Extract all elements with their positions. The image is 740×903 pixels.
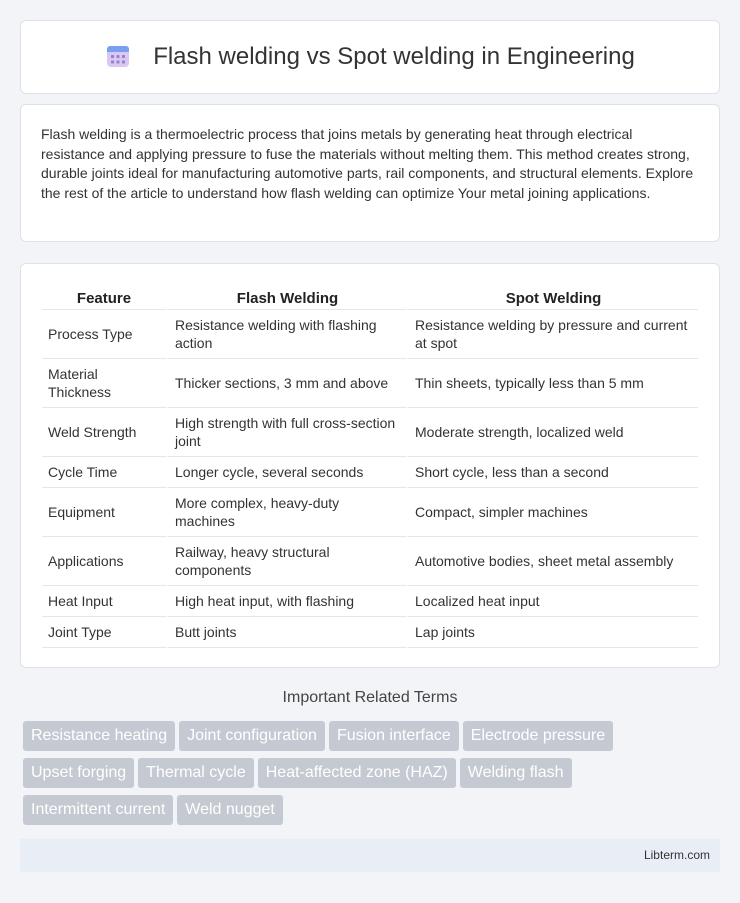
header-feature: Feature: [42, 284, 166, 310]
term-tag[interactable]: Upset forging: [23, 758, 134, 788]
spot-cell: Compact, simpler machines: [406, 488, 698, 537]
spot-cell: Lap joints: [406, 617, 698, 648]
table-row: [42, 359, 698, 408]
term-tag[interactable]: Resistance heating: [23, 721, 175, 751]
table-row: [42, 310, 698, 359]
feature-cell: Process Type: [42, 310, 166, 359]
table-row: [42, 457, 698, 488]
page-title: Flash welding vs Spot welding in Engineering: [153, 43, 635, 70]
table-row: [42, 537, 698, 586]
term-tag[interactable]: Joint configuration: [179, 721, 325, 751]
flash-cell: High strength with full cross-section joint: [166, 408, 406, 457]
term-tag[interactable]: Fusion interface: [329, 721, 459, 751]
table-row: [42, 488, 698, 537]
footer-site-link[interactable]: Libterm.com: [643, 848, 710, 862]
spot-cell: Localized heat input: [406, 586, 698, 617]
feature-cell: Applications: [42, 537, 166, 586]
footer: [20, 839, 720, 872]
spot-cell: Thin sheets, typically less than 5 mm: [406, 359, 698, 408]
spot-cell: Short cycle, less than a second: [406, 457, 698, 488]
comparison-table: [42, 284, 698, 648]
table-row: [42, 586, 698, 617]
flash-cell: Butt joints: [166, 617, 406, 648]
flash-cell: Thicker sections, 3 mm and above: [166, 359, 406, 408]
table-row: [42, 408, 698, 457]
intro-card: [20, 104, 720, 242]
feature-cell: Heat Input: [42, 586, 166, 617]
spot-cell: Automotive bodies, sheet metal assembly: [406, 537, 698, 586]
header-spot-welding: Spot Welding: [406, 284, 698, 310]
feature-cell: Cycle Time: [42, 457, 166, 488]
related-terms-list: [23, 721, 723, 832]
calendar-icon: [105, 43, 131, 69]
flash-cell: Railway, heavy structural components: [166, 537, 406, 586]
title-card: [20, 20, 720, 94]
term-tag[interactable]: Weld nugget: [177, 795, 283, 825]
flash-cell: High heat input, with flashing: [166, 586, 406, 617]
table-header-row: [42, 284, 698, 310]
term-tag[interactable]: Electrode pressure: [463, 721, 613, 751]
term-tag[interactable]: Welding flash: [460, 758, 572, 788]
spot-cell: Moderate strength, localized weld: [406, 408, 698, 457]
comparison-table-card: [20, 263, 720, 668]
related-terms-title: Important Related Terms: [282, 689, 458, 706]
term-tag[interactable]: Thermal cycle: [138, 758, 254, 788]
header-flash-welding: Flash Welding: [166, 284, 406, 310]
intro-text: Flash welding is a thermoelectric process that joins metals by generating heat through electrical resistance and applying pressure to fuse the materials without melting them. This method creates strong, durable joints ideal for manufacturing automotive parts, rail components, and structural elements. Explore the rest of the article to understand how flash welding can optimize Your metal joining applications.: [41, 126, 694, 201]
flash-cell: Longer cycle, several seconds: [166, 457, 406, 488]
table-row: [42, 617, 698, 648]
term-tag[interactable]: Heat-affected zone (HAZ): [258, 758, 456, 788]
flash-cell: More complex, heavy-duty machines: [166, 488, 406, 537]
feature-cell: Material Thickness: [42, 359, 166, 408]
term-tag[interactable]: Intermittent current: [23, 795, 173, 825]
feature-cell: Joint Type: [42, 617, 166, 648]
feature-cell: Equipment: [42, 488, 166, 537]
spot-cell: Resistance welding by pressure and current at spot: [406, 310, 698, 359]
flash-cell: Resistance welding with flashing action: [166, 310, 406, 359]
feature-cell: Weld Strength: [42, 408, 166, 457]
